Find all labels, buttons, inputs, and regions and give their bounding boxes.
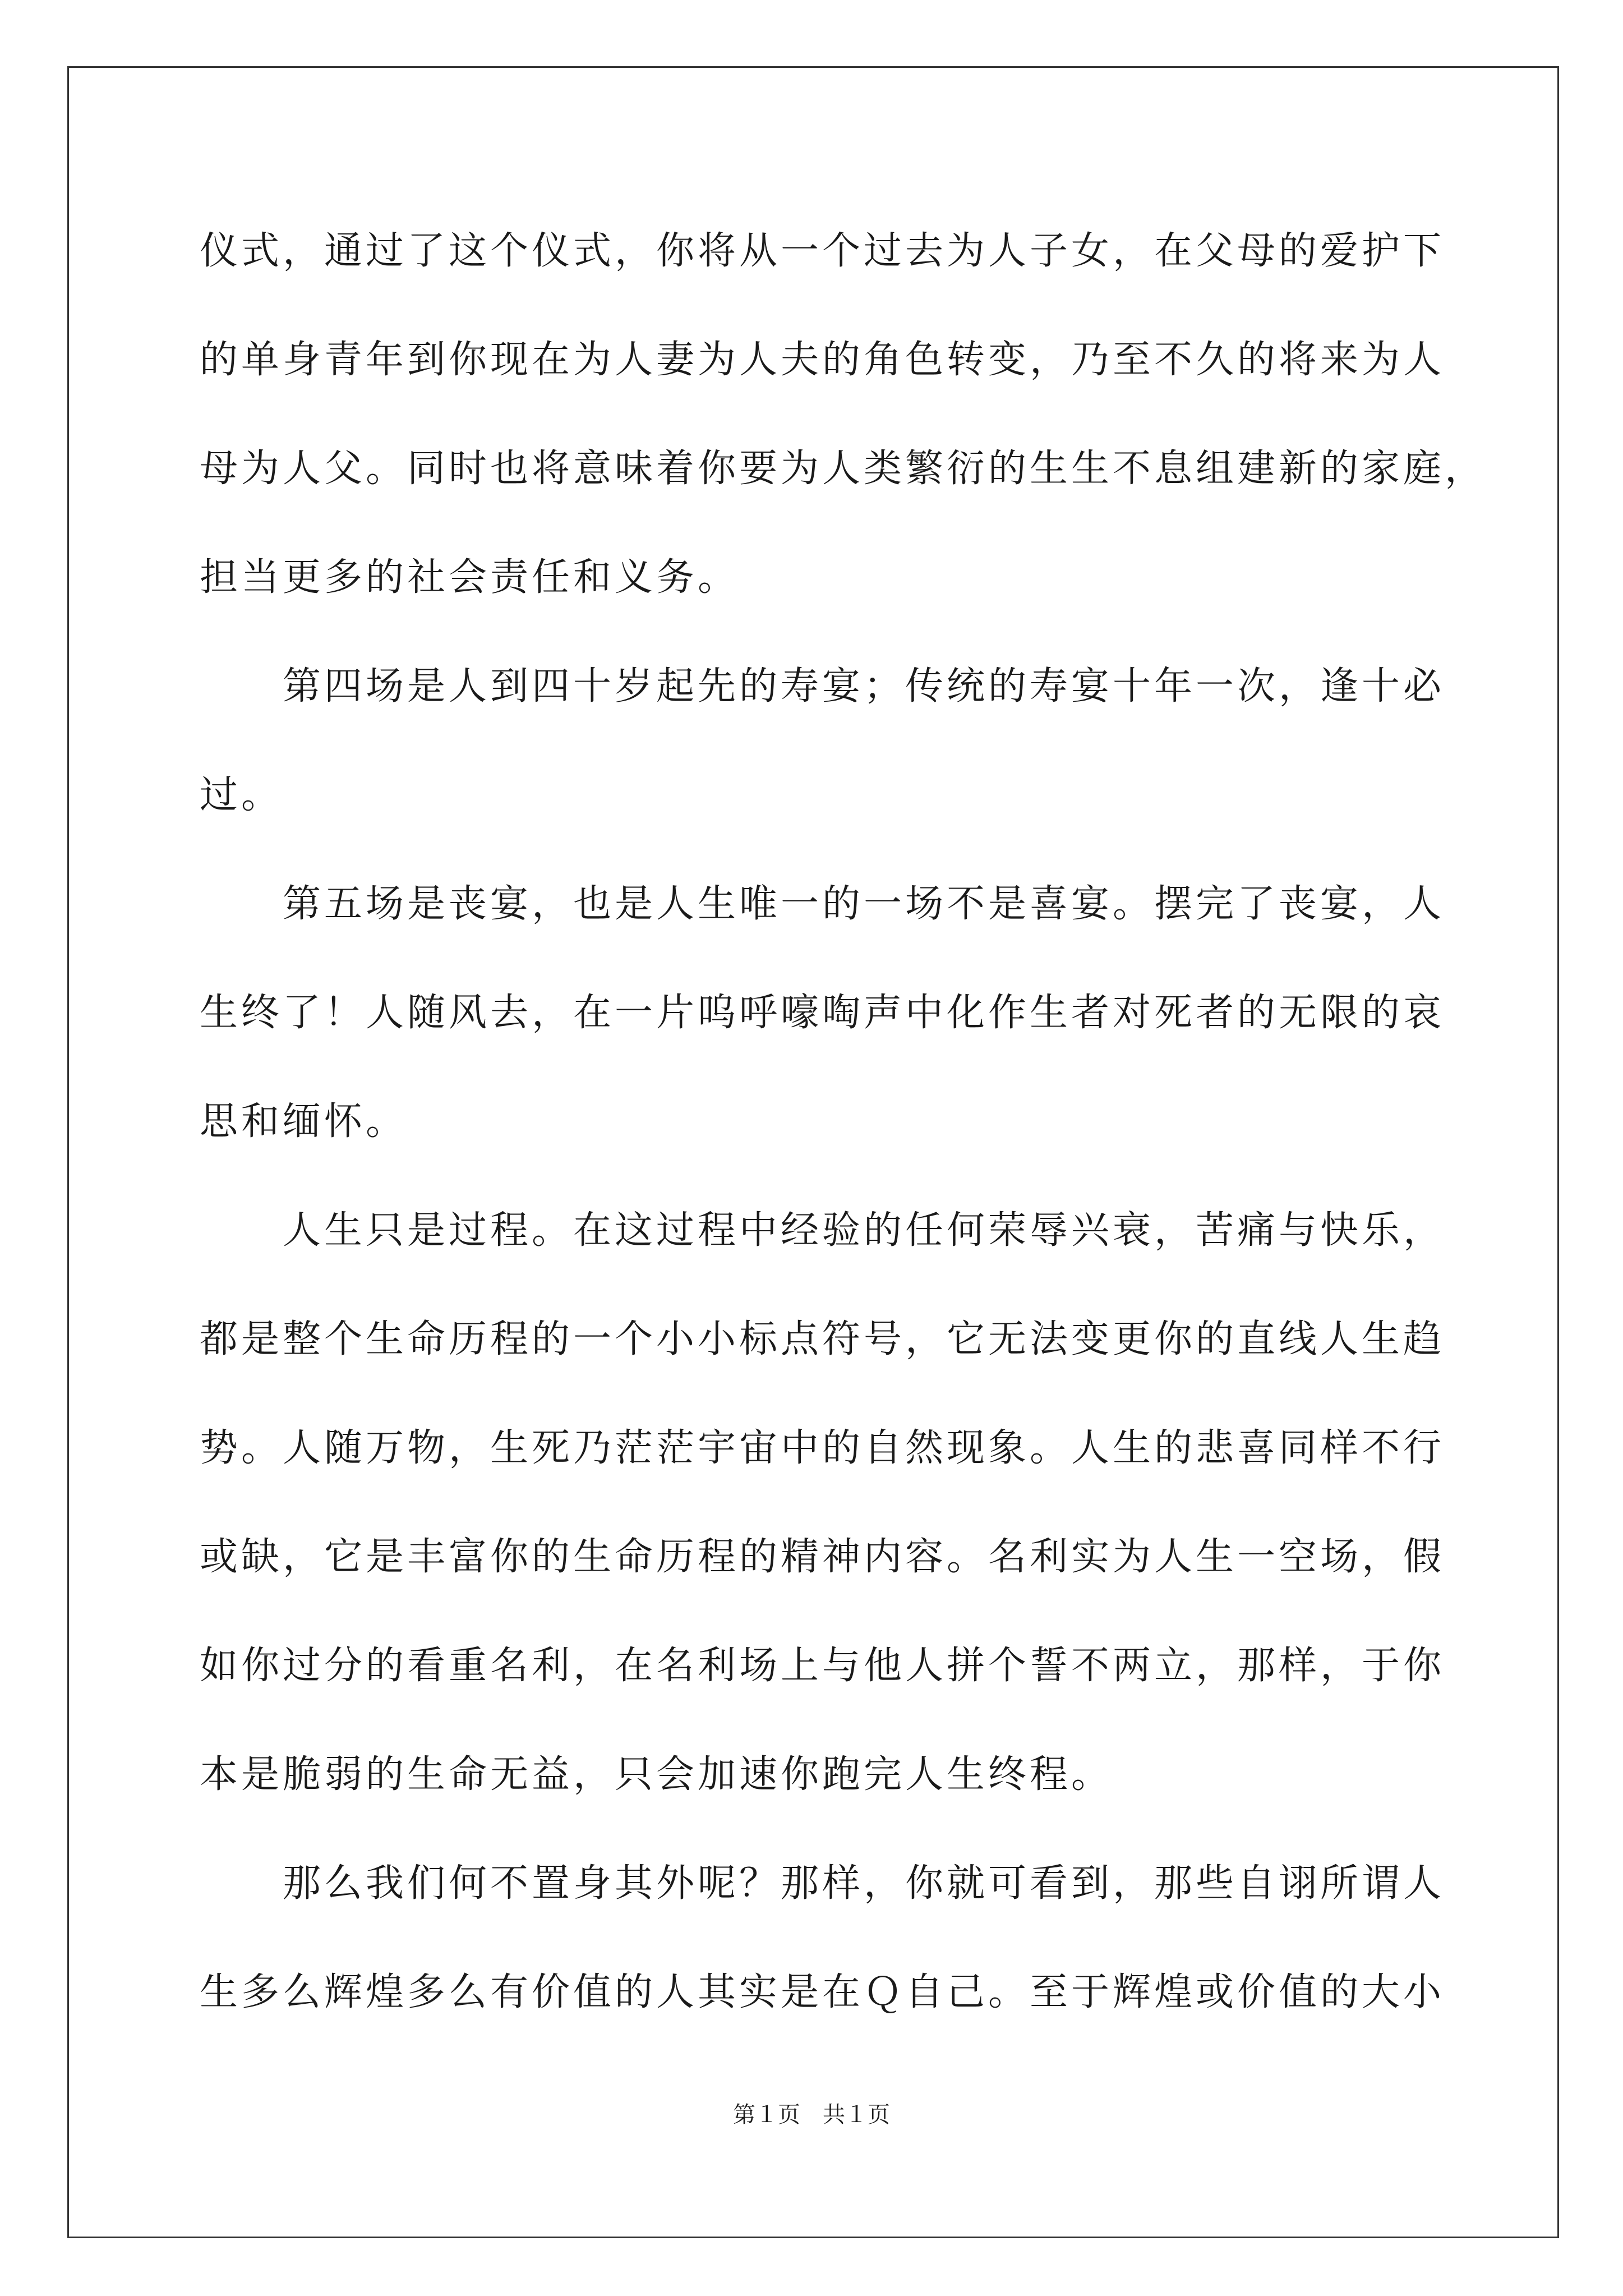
text-line: 或缺，它是丰富你的生命历程的精神内容。名利实为人生一空场，假 — [200, 1535, 1445, 1579]
text-line: 人生只是过程。在这过程中经验的任何荣辱兴衰，苦痛与快乐， — [200, 1208, 1445, 1253]
text-line: 思和缅怀。 — [200, 1099, 408, 1144]
text-line: 势。人随万物，生死乃茫茫宇宙中的自然现象。人生的悲喜同样不行 — [200, 1426, 1445, 1470]
page-number-footer: 第１页 共１页 — [733, 2102, 890, 2128]
text-line: 母为人父。同时也将意味着你要为人类繁衍的生生不息组建新的家庭， — [200, 447, 1487, 491]
text-line: 仪式，通过了这个仪式，你将从一个过去为人子女，在父母的爱护下 — [200, 229, 1445, 273]
text-line: 那么我们何不置身其外呢？那样，你就可看到，那些自诩所谓人 — [200, 1861, 1445, 1906]
text-line: 的单身青年到你现在为人妻为人夫的角色转变，乃至不久的将来为人 — [200, 338, 1445, 382]
text-line: 担当更多的社会责任和义务。 — [200, 555, 740, 600]
text-line: 过。 — [200, 773, 283, 817]
text-line: 第五场是丧宴，也是人生唯一的一场不是喜宴。摆完了丧宴，人 — [200, 882, 1445, 926]
text-line: 如你过分的看重名利，在名利场上与他人拼个誓不两立，那样，于你 — [200, 1644, 1445, 1688]
text-line: 生终了！人随风去，在一片呜呼嚎啕声中化作生者对死者的无限的哀 — [200, 991, 1445, 1035]
text-line: 生多么辉煌多么有价值的人其实是在Ｑ自己。至于辉煌或价值的大小 — [200, 1970, 1445, 2014]
page-border — [67, 66, 1559, 2238]
text-line: 本是脆弱的生命无益，只会加速你跑完人生终程。 — [200, 1752, 1113, 1797]
text-line: 第四场是人到四十岁起先的寿宴；传统的寿宴十年一次，逢十必 — [200, 664, 1445, 708]
text-line: 都是整个生命历程的一个小小标点符号，它无法变更你的直线人生趋 — [200, 1317, 1445, 1361]
